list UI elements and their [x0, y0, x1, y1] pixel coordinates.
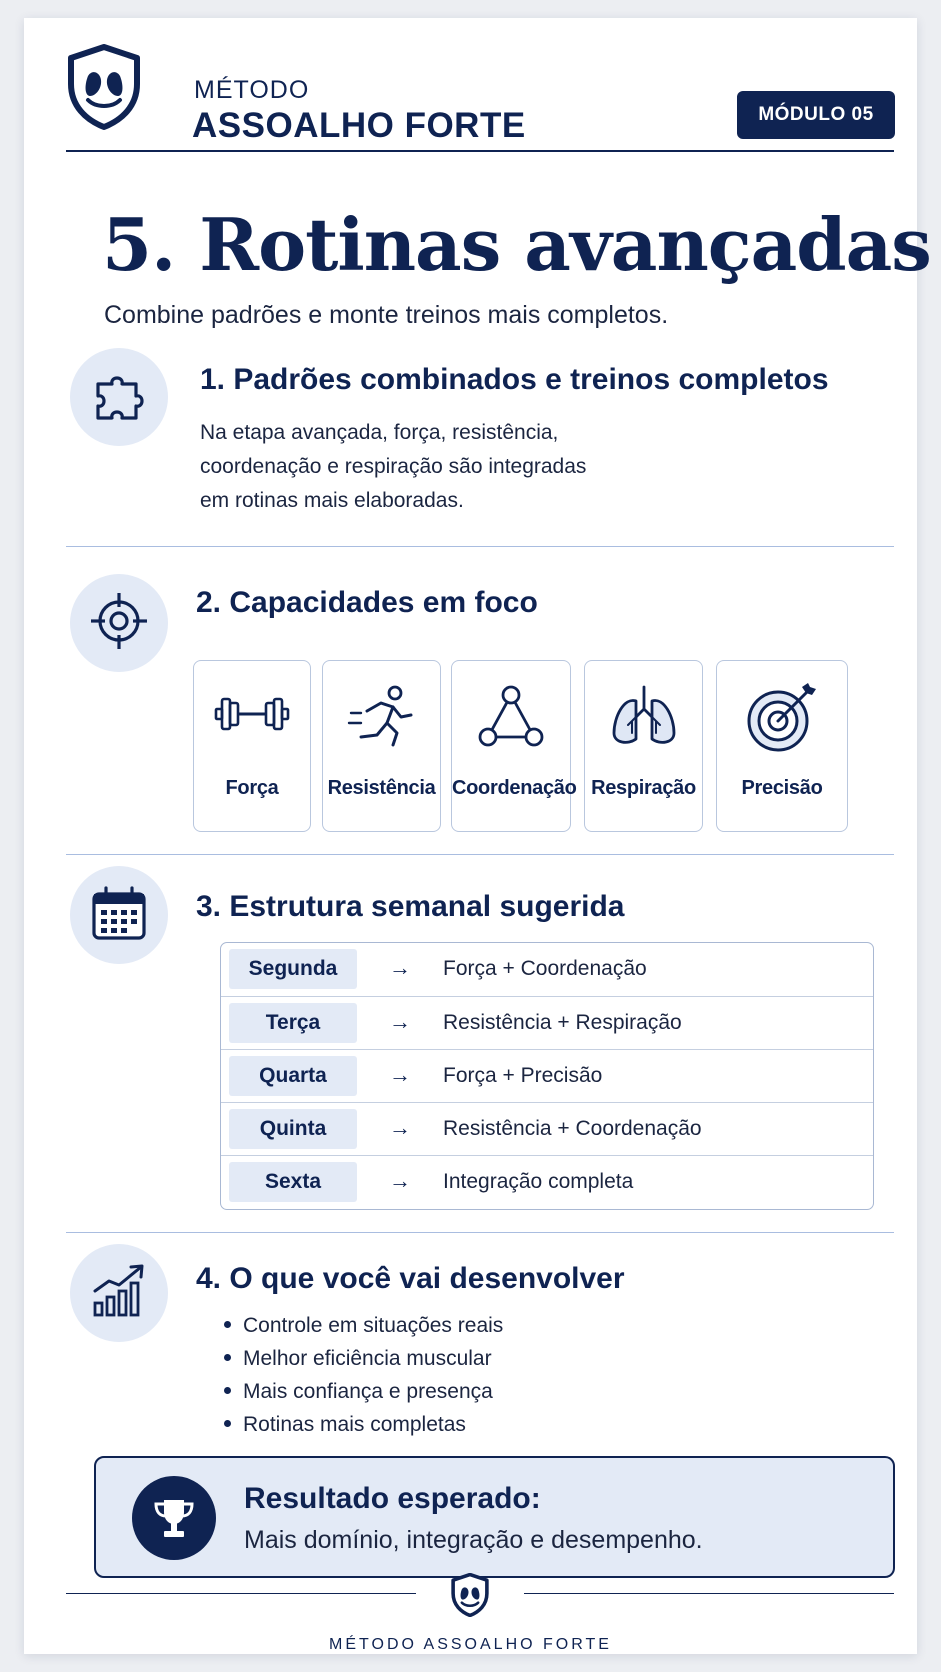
arrow-right-icon: → — [389, 1115, 411, 1140]
section1-line: coordenação e respiração são integradas — [200, 455, 587, 478]
list-item — [224, 1314, 503, 1338]
footer-shield-logo-icon — [450, 1573, 490, 1617]
section1-line: Na etapa avançada, força, resistência, — [200, 421, 559, 444]
footer-divider-left — [66, 1593, 416, 1594]
puzzle-icon — [90, 366, 148, 429]
bullet-text: Rotinas mais completas — [243, 1413, 466, 1436]
capability-card-respiracao — [584, 660, 703, 832]
capability-label: Coordenação — [452, 777, 577, 799]
runner-icon — [347, 683, 417, 753]
day-label: Sexta — [229, 1162, 357, 1202]
arrow-right-icon: → — [389, 955, 411, 980]
arrow-right-icon: → — [389, 1168, 411, 1193]
page-title: 5. Rotinas avançadas — [102, 202, 931, 287]
footer-brand: MÉTODO ASSOALHO FORTE — [329, 1636, 612, 1653]
header-divider — [66, 150, 894, 152]
section-divider — [66, 854, 894, 855]
bullet-text: Mais confiança e presença — [243, 1380, 493, 1403]
shield-logo-icon — [66, 44, 142, 130]
result-box — [94, 1456, 895, 1578]
section1-icon-circle — [70, 348, 168, 446]
table-row — [221, 996, 873, 1050]
section-divider — [66, 546, 894, 547]
section4-icon-circle — [70, 1244, 168, 1342]
capability-card-coordenacao — [451, 660, 577, 832]
day-label: Quarta — [229, 1056, 357, 1096]
table-row — [221, 943, 873, 996]
section2-title: 2. Capacidades em foco — [196, 586, 538, 619]
arrow-right-icon: → — [389, 1009, 411, 1034]
trophy-icon — [132, 1476, 216, 1560]
activity-text: Integração completa — [443, 1170, 634, 1193]
table-row — [221, 1049, 873, 1103]
capability-label: Respiração — [591, 777, 696, 799]
dumbbell-icon — [214, 683, 290, 753]
capability-label: Resistência — [327, 777, 436, 799]
section1-line: em rotinas mais elaboradas. — [200, 489, 464, 512]
weekly-schedule-table — [220, 942, 874, 1210]
section3-title: 3. Estrutura semanal sugerida — [196, 890, 625, 923]
capability-card-precisao — [716, 660, 848, 832]
table-row — [221, 1102, 873, 1156]
module-card — [24, 18, 931, 1654]
capability-card-resistencia — [322, 660, 441, 832]
activity-text: Resistência + Respiração — [443, 1011, 682, 1034]
lungs-icon — [608, 683, 680, 753]
calendar-icon — [90, 884, 148, 947]
activity-text: Força + Coordenação — [443, 957, 647, 980]
target-crosshair-icon — [89, 591, 149, 656]
bullet-text: Controle em situações reais — [243, 1314, 504, 1337]
brand-top: MÉTODO — [194, 76, 310, 104]
arrow-right-icon: → — [389, 1062, 411, 1087]
table-row — [221, 1155, 873, 1209]
section2-icon-circle — [70, 574, 168, 672]
growth-chart-icon — [89, 1261, 149, 1326]
module-badge: MÓDULO 05 — [737, 91, 895, 139]
section1-text — [200, 416, 670, 518]
capability-card-forca — [193, 660, 311, 832]
section3-icon-circle — [70, 866, 168, 964]
list-item — [224, 1380, 493, 1404]
triangle-nodes-icon — [476, 683, 546, 753]
footer-divider-right — [524, 1593, 894, 1594]
capability-label: Força — [225, 777, 279, 799]
day-label: Terça — [229, 1003, 357, 1043]
brand-main: ASSOALHO FORTE — [192, 106, 526, 145]
result-title: Resultado esperado: — [244, 1482, 541, 1515]
activity-text: Força + Precisão — [443, 1064, 603, 1087]
section1-title: 1. Padrões combinados e treinos completos — [200, 363, 829, 396]
result-text: Mais domínio, integração e desempenho. — [244, 1526, 703, 1554]
section-divider — [66, 1232, 894, 1233]
capability-label: Precisão — [741, 777, 823, 799]
section4-title: 4. O que você vai desenvolver — [196, 1262, 625, 1295]
page-subtitle: Combine padrões e monte treinos mais completos. — [104, 301, 669, 329]
list-item — [224, 1347, 492, 1371]
list-item — [224, 1413, 466, 1437]
day-label: Segunda — [229, 949, 357, 989]
bullseye-icon — [746, 683, 818, 753]
day-label: Quinta — [229, 1109, 357, 1149]
activity-text: Resistência + Coordenação — [443, 1117, 702, 1140]
bullet-text: Melhor eficiência muscular — [243, 1347, 492, 1370]
